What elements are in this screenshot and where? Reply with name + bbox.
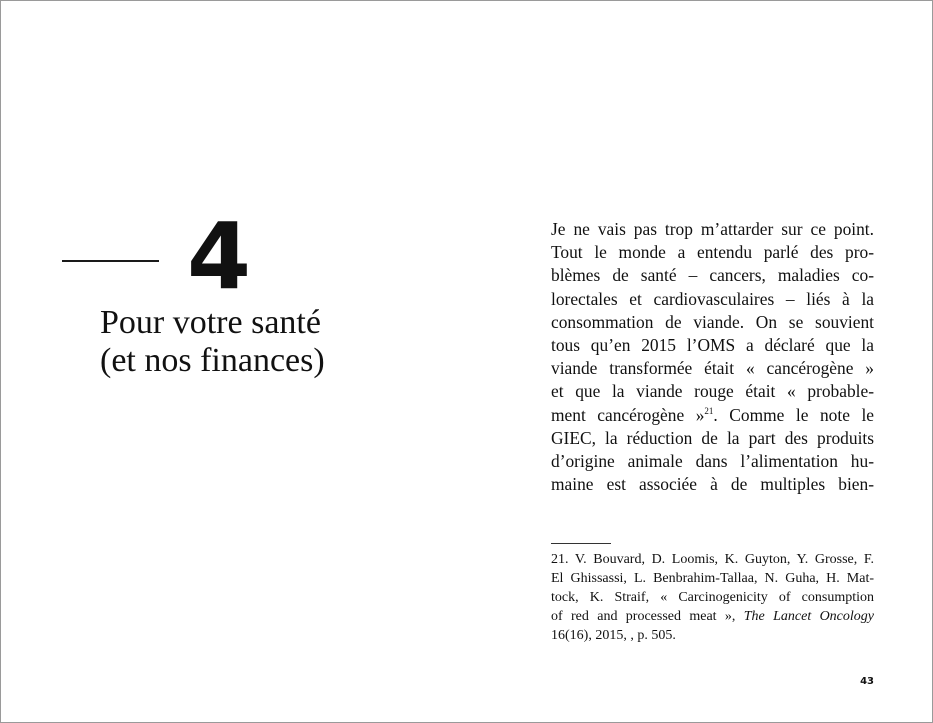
body-line: lorectales et cardiovasculaires – liés à la — [551, 288, 874, 309]
chapter-title-line-1: Pour votre santé — [100, 304, 321, 341]
chapter-rule — [62, 260, 159, 262]
footnote-text: of red and processed meat », — [551, 609, 744, 624]
body-line: consommation de viande. On se souvient — [551, 311, 874, 332]
body-line-part: ment cancérogène » — [551, 404, 705, 425]
body-line: tous qu’en 2015 l’OMS a déclaré que la — [551, 334, 874, 355]
body-line-part: . Comme le note le — [713, 404, 874, 425]
body-line-with-footnote — [551, 404, 874, 427]
body-line: maine est associée à de multiples bien- — [551, 474, 874, 495]
chapter-number: 4 — [187, 203, 252, 310]
footnote-reference[interactable]: 21 — [704, 405, 714, 416]
chapter-title — [100, 304, 380, 380]
body-line: blèmes de santé – cancers, maladies co- — [551, 265, 874, 286]
body-text — [551, 218, 874, 496]
footnote-line: tock, K. Straif, « Carcinogenicity of consumption — [551, 590, 874, 605]
body-line: et que la viande rouge était « probable- — [551, 381, 874, 402]
body-line: GIEC, la réduction de la part des produits — [551, 427, 874, 448]
footnote-line: 21. V. Bouvard, D. Loomis, K. Guyton, Y. Grosse, F. — [551, 552, 874, 567]
chapter-title-line-2: (et nos finances) — [100, 342, 325, 379]
page-number: 43 — [860, 676, 874, 687]
footnote-line — [551, 607, 874, 626]
footnote-line: 16(16), 2015, , p. 505. — [551, 628, 676, 643]
footnote — [551, 550, 874, 645]
body-line: Tout le monde a entendu parlé des pro- — [551, 242, 874, 263]
footnote-line: El Ghissassi, L. Benbrahim-Tallaa, N. Guha, H. Mat- — [551, 571, 874, 586]
body-line: viande transformée était « cancérogène » — [551, 358, 874, 379]
body-line: Je ne vais pas trop m’attarder sur ce point. — [551, 219, 874, 239]
journal-title: The Lancet Oncology — [743, 609, 874, 624]
body-line: d’origine animale dans l’alimentation hu- — [551, 450, 874, 471]
footnote-rule — [551, 543, 611, 544]
